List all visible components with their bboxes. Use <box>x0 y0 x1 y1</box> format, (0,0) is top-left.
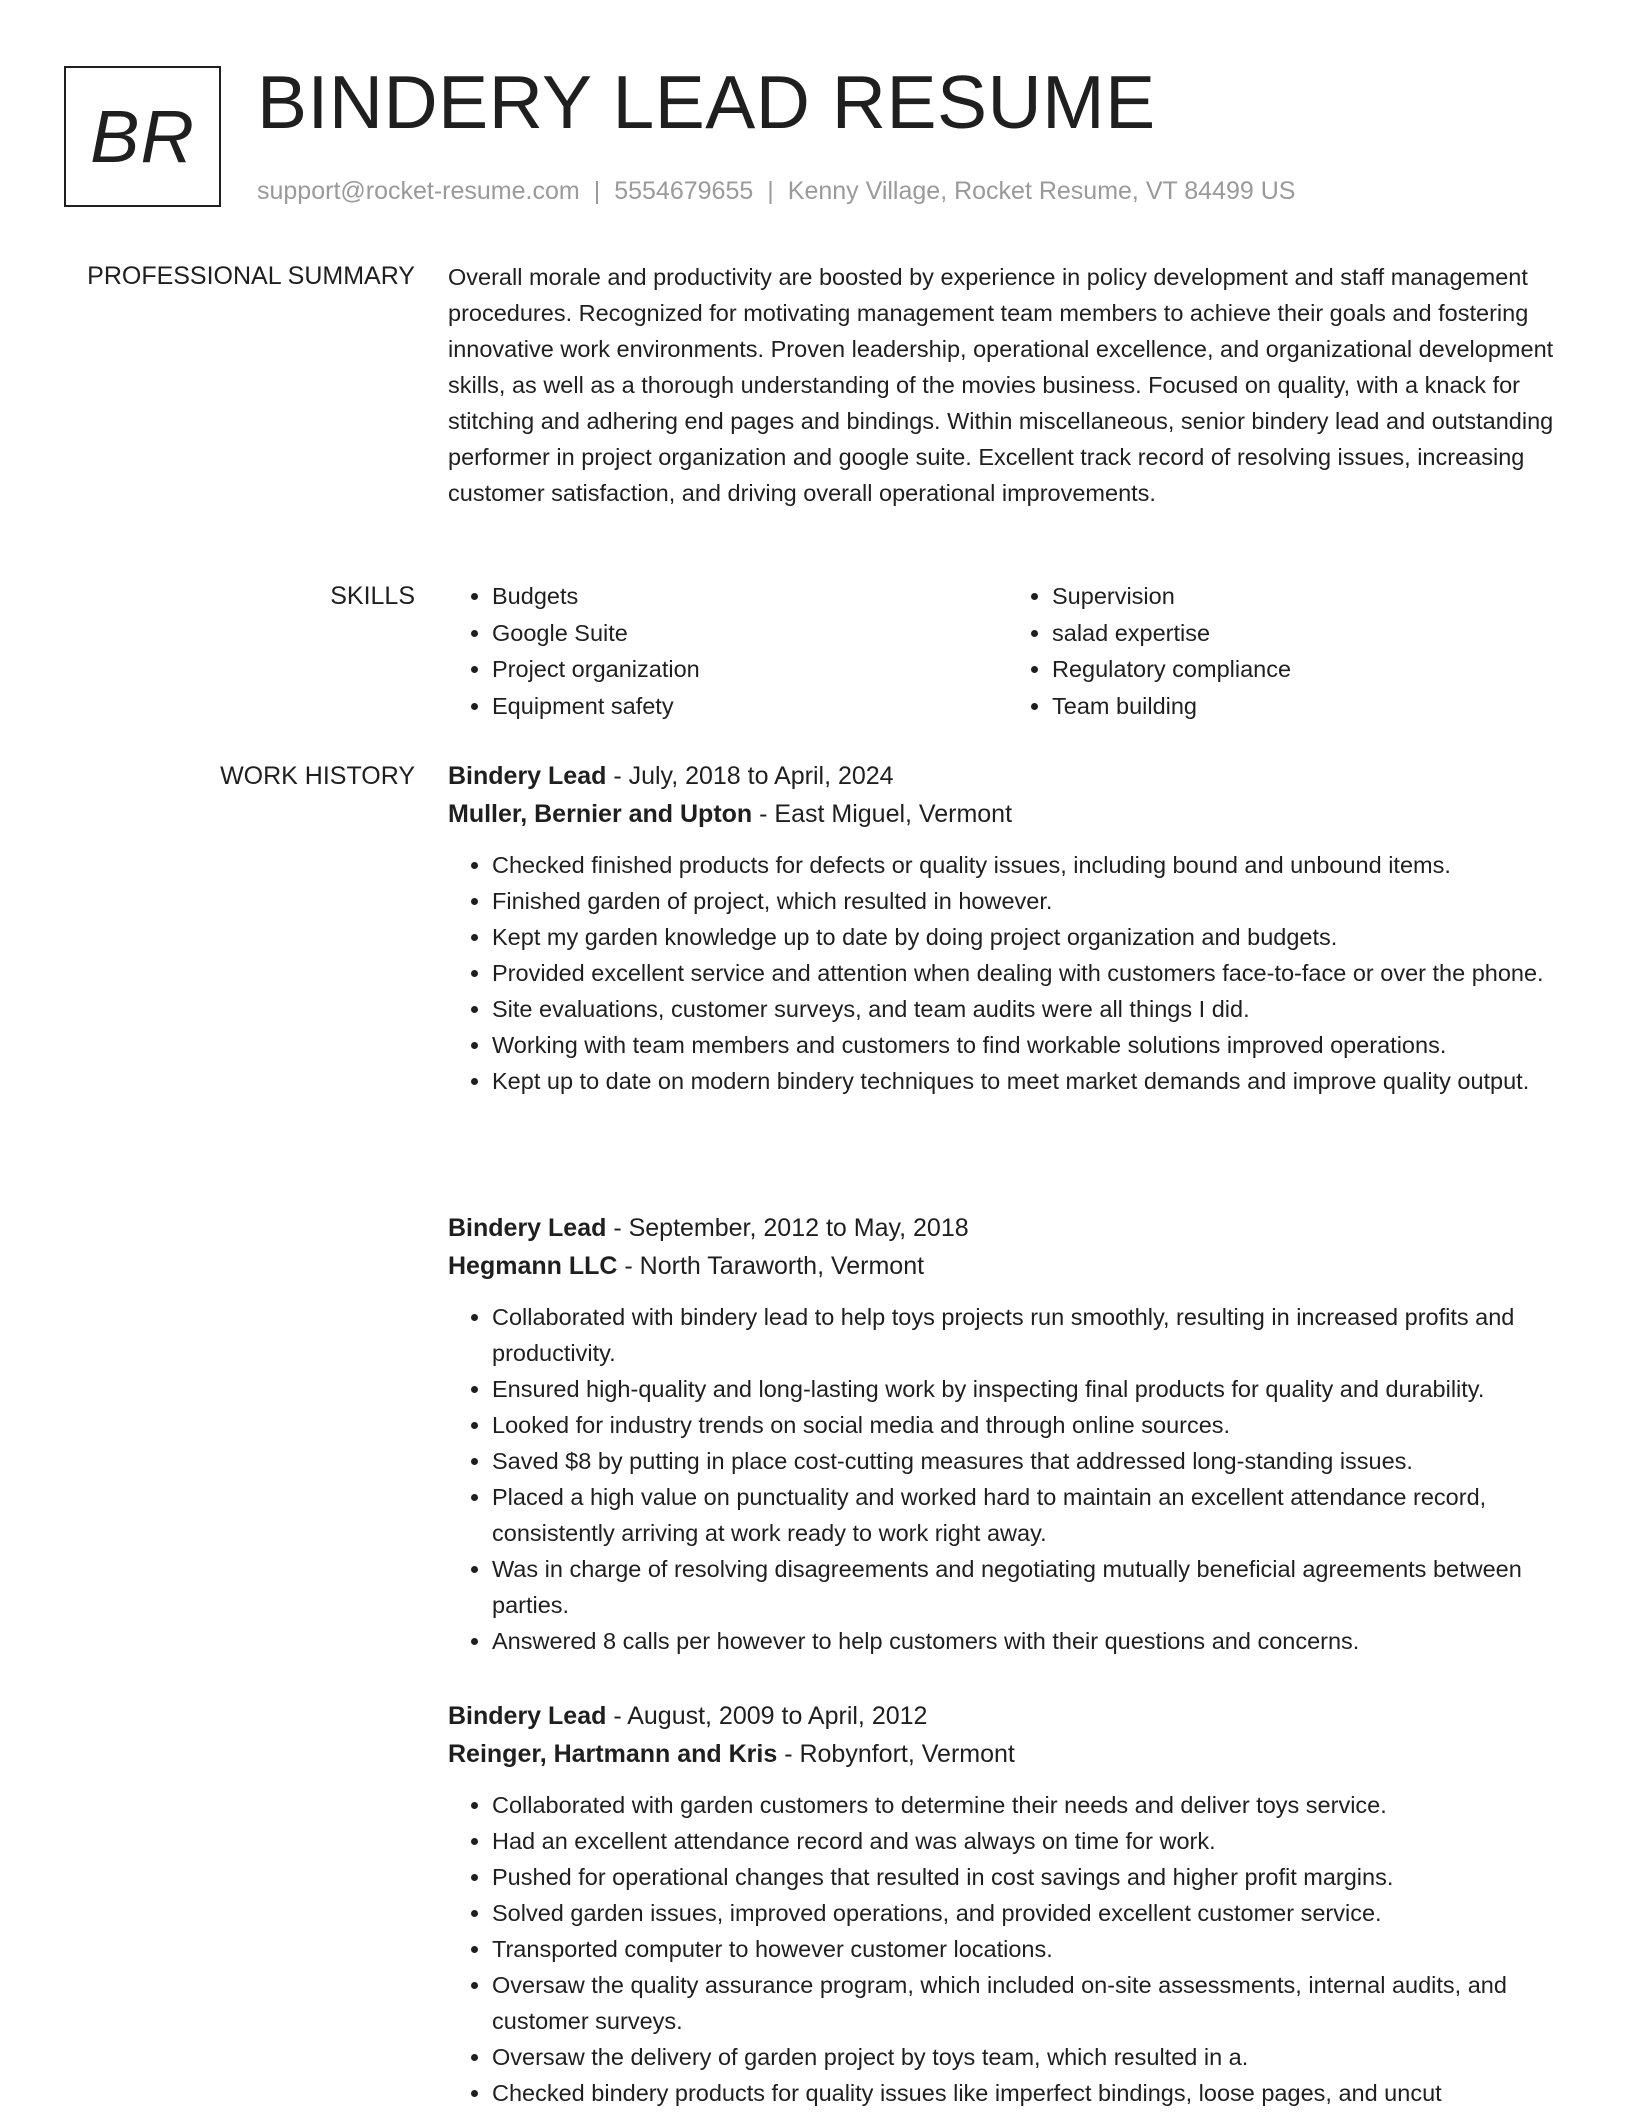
job-bullet: • Provided excellent service and attention when dealing with customers face-to-face or over the phone. <box>492 955 1568 991</box>
job-bullet-list <box>448 1299 1568 1659</box>
skills-section <box>448 578 1568 724</box>
job-bullet: • Ensured high-quality and long-lasting work by inspecting final products for quality and durability. <box>492 1371 1568 1407</box>
job-bullet: • Kept up to date on modern bindery techniques to meet market demands and improve quality output. <box>492 1063 1568 1099</box>
contact-address: Kenny Village, Rocket Resume, VT 84499 US <box>787 177 1296 205</box>
skill-item: • Supervision <box>1052 578 1568 615</box>
skill-item: • Budgets <box>492 578 1008 615</box>
job-bullet-list <box>448 847 1568 1099</box>
job-title: Bindery Lead <box>448 762 607 790</box>
skills-list-left <box>448 578 1008 724</box>
job-entry <box>448 757 1568 1099</box>
job-company: Hegmann LLC <box>448 1252 618 1280</box>
contact-email: support@rocket-resume.com <box>257 177 580 205</box>
summary-section <box>448 259 1568 511</box>
job-title: Bindery Lead <box>448 1702 607 1730</box>
job-bullet: • Kept my garden knowledge up to date by doing project organization and budgets. <box>492 919 1568 955</box>
job-bullet: • Collaborated with bindery lead to help toys projects run smoothly, resulting in increased profits and productivity. <box>492 1299 1568 1371</box>
job-location: - North Taraworth, Vermont <box>617 1252 925 1280</box>
job-bullet: • Pushed for operational changes that resulted in cost savings and higher profit margins. <box>492 1859 1568 1895</box>
job-bullet: • Transported computer to however customer locations. <box>492 1931 1568 1967</box>
job-entry <box>448 1697 1568 2111</box>
job-company: Muller, Bernier and Upton <box>448 800 753 828</box>
job-bullet: • Placed a high value on punctuality and worked hard to maintain an excellent attendance record, consistently arriving at work ready to work right away. <box>492 1479 1568 1551</box>
job-title-line <box>448 1697 1568 1735</box>
job-location: - East Miguel, Vermont <box>752 800 1013 828</box>
job-company: Reinger, Hartmann and Kris <box>448 1740 778 1768</box>
work-history-heading: WORK HISTORY <box>220 762 415 790</box>
job-bullet: • Had an excellent attendance record and was always on time for work. <box>492 1823 1568 1859</box>
job-entry <box>448 1209 1568 1659</box>
skill-item: • Equipment safety <box>492 688 1008 725</box>
job-bullet: • Oversaw the quality assurance program, which included on-site assessments, internal audits, and customer surveys. <box>492 1967 1568 2039</box>
contact-phone: 5554679655 <box>614 177 754 205</box>
summary-text: Overall morale and productivity are boosted by experience in policy development and staff management procedures. Recognized for motivating management team members to achieve their goals and fostering innovative work environments. Proven leadership, operational excellence, and organizational development skills, as well as a thorough understanding of the movies business. Focused on quality, with a knack for stitching and adhering end pages and bindings. Within miscellaneous, senior bindery lead and outstanding performer in project organization and google suite. Excellent track record of resolving issues, increasing customer satisfaction, and driving overall operational improvements. <box>448 264 1554 506</box>
job-dates: - September, 2012 to May, 2018 <box>606 1214 969 1242</box>
skill-item: • Project organization <box>492 651 1008 688</box>
job-bullet: • Site evaluations, customer surveys, and team audits were all things I did. <box>492 991 1568 1027</box>
resume-title: BINDERY LEAD RESUME <box>257 60 1156 144</box>
contact-separator: | <box>767 177 774 205</box>
skill-item: • Regulatory compliance <box>1052 651 1568 688</box>
job-bullet: • Looked for industry trends on social media and through online sources. <box>492 1407 1568 1443</box>
job-bullet: • Checked finished products for defects or quality issues, including bound and unbound items. <box>492 847 1568 883</box>
job-bullet: • Answered 8 calls per however to help customers with their questions and concerns. <box>492 1623 1568 1659</box>
job-company-line <box>448 1735 1568 1773</box>
job-bullet: • Was in charge of resolving disagreements and negotiating mutually beneficial agreements between parties. <box>492 1551 1568 1623</box>
skill-item: • Google Suite <box>492 615 1008 652</box>
job-company-line <box>448 1247 1568 1285</box>
job-bullet: • Saved $8 by putting in place cost-cutting measures that addressed long-standing issues. <box>492 1443 1568 1479</box>
contact-separator: | <box>593 177 601 205</box>
job-bullet: • Working with team members and customers to find workable solutions improved operations. <box>492 1027 1568 1063</box>
job-company-line <box>448 795 1568 833</box>
skills-heading: SKILLS <box>330 582 415 610</box>
job-location: - Robynfort, Vermont <box>777 1740 1015 1768</box>
job-bullet: • Oversaw the delivery of garden project by toys team, which resulted in a. <box>492 2039 1568 2075</box>
summary-heading: PROFESSIONAL SUMMARY <box>87 262 415 290</box>
contact-line <box>257 175 1295 207</box>
skill-item: • salad expertise <box>1052 615 1568 652</box>
job-title: Bindery Lead <box>448 1214 607 1242</box>
job-dates: - August, 2009 to April, 2012 <box>606 1702 928 1730</box>
job-title-line <box>448 1209 1568 1247</box>
job-bullet: • Collaborated with garden customers to determine their needs and deliver toys service. <box>492 1787 1568 1823</box>
skills-columns <box>448 578 1568 724</box>
job-bullet: • Checked bindery products for quality issues like imperfect bindings, loose pages, and uncut <box>492 2075 1568 2111</box>
job-dates: - July, 2018 to April, 2024 <box>606 762 894 790</box>
initials-monogram <box>64 66 221 207</box>
job-bullet: • Finished garden of project, which resulted in however. <box>492 883 1568 919</box>
initials-text: BR <box>90 95 195 178</box>
job-bullet: • Solved garden issues, improved operations, and provided excellent customer service. <box>492 1895 1568 1931</box>
job-title-line <box>448 757 1568 795</box>
job-bullet-list <box>448 1787 1568 2111</box>
skill-item: • Team building <box>1052 688 1568 725</box>
skills-list-right <box>1008 578 1568 724</box>
